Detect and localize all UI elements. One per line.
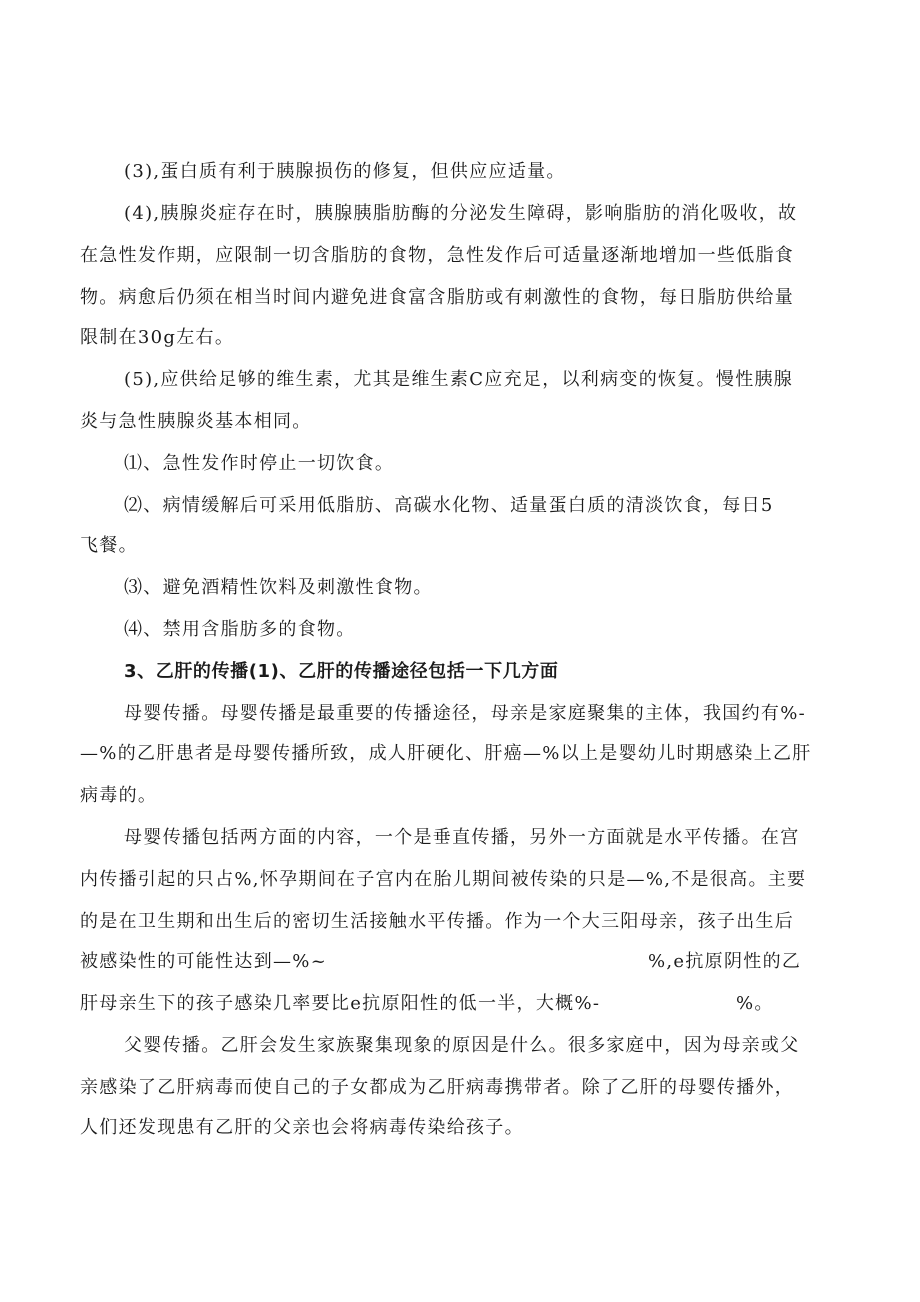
paragraph-line: 的是在卫生期和出生后的密切生活接触水平传播。作为一个大三阳母亲，孩子出生后 bbox=[80, 911, 795, 932]
paragraph-line: 父婴传播。乙肝会发生家族聚集现象的原因是什么。很多家庭中，因为母亲或父 bbox=[124, 1035, 800, 1056]
paragraph-line: 人们还发现患有乙肝的父亲也会将病毒传染给孩子。 bbox=[80, 1117, 524, 1138]
paragraph-line: 物。病愈后仍须在相当时间内避免进食富含脂肪或有刺激性的食物，每日脂肪供给量 bbox=[80, 287, 795, 308]
paragraph-line-fragment: %。 bbox=[736, 993, 774, 1014]
list-item: ⑷、禁用含脂肪多的食物。 bbox=[124, 619, 356, 640]
paragraph-line: (4),胰腺炎症存在时，胰腺胰脂肪酶的分泌发生障碍，影响脂肪的消化吸收，故 bbox=[124, 203, 798, 224]
paragraph-line: —%的乙肝患者是母婴传播所致，成人肝硬化、肝癌—%以上是婴幼儿时期感染上乙肝 bbox=[80, 743, 812, 764]
paragraph-line: 亲感染了乙肝病毒而使自己的子女都成为乙肝病毒携带者。除了乙肝的母婴传播外， bbox=[80, 1077, 795, 1098]
list-item: ⑴、急性发作时停止一切饮食。 bbox=[124, 453, 395, 474]
paragraph-line: 肝母亲生下的孩子感染几率要比e抗原阳性的低一半，大概%- bbox=[80, 993, 601, 1014]
paragraph-line: 母婴传播包括两方面的内容，一个是垂直传播，另外一方面就是水平传播。在宫 bbox=[124, 827, 800, 848]
paragraph-line: 被感染性的可能性达到—%~ bbox=[80, 951, 328, 972]
paragraph-line: 内传播引起的只占%,怀孕期间在子宫内在胎儿期间被传染的只是—%,不是很高。主要 bbox=[80, 869, 807, 890]
paragraph-line: 限制在30g左右。 bbox=[80, 327, 235, 348]
list-item: ⑵、病情缓解后可采用低脂肪、高碳水化物、适量蛋白质的清淡饮食，每日5 bbox=[124, 495, 774, 516]
paragraph-line-fragment: %,e抗原阴性的乙 bbox=[648, 951, 802, 972]
paragraph-line: 炎与急性胰腺炎基本相同。 bbox=[80, 411, 312, 432]
paragraph-line: 母婴传播。母婴传播是最重要的传播途径，母亲是家庭聚集的主体，我国约有%- bbox=[124, 703, 806, 724]
paragraph-line: 在急性发作期，应限制一切含脂肪的食物，急性发作后可适量逐渐地增加一些低脂食 bbox=[80, 245, 795, 266]
paragraph-line: 飞餐。 bbox=[80, 535, 138, 556]
paragraph-line: 病毒的。 bbox=[80, 785, 158, 806]
paragraph-line: (3),蛋白质有利于胰腺损伤的修复，但供应应适量。 bbox=[124, 161, 566, 182]
paragraph-line: (5),应供给足够的维生素，尤其是维生素C应充足，以利病变的恢复。慢性胰腺 bbox=[124, 369, 794, 390]
section-heading: 3、乙肝的传播(1)、乙肝的传播途径包括一下几方面 bbox=[124, 661, 559, 682]
list-item: ⑶、避免酒精性饮料及刺激性食物。 bbox=[124, 577, 433, 598]
